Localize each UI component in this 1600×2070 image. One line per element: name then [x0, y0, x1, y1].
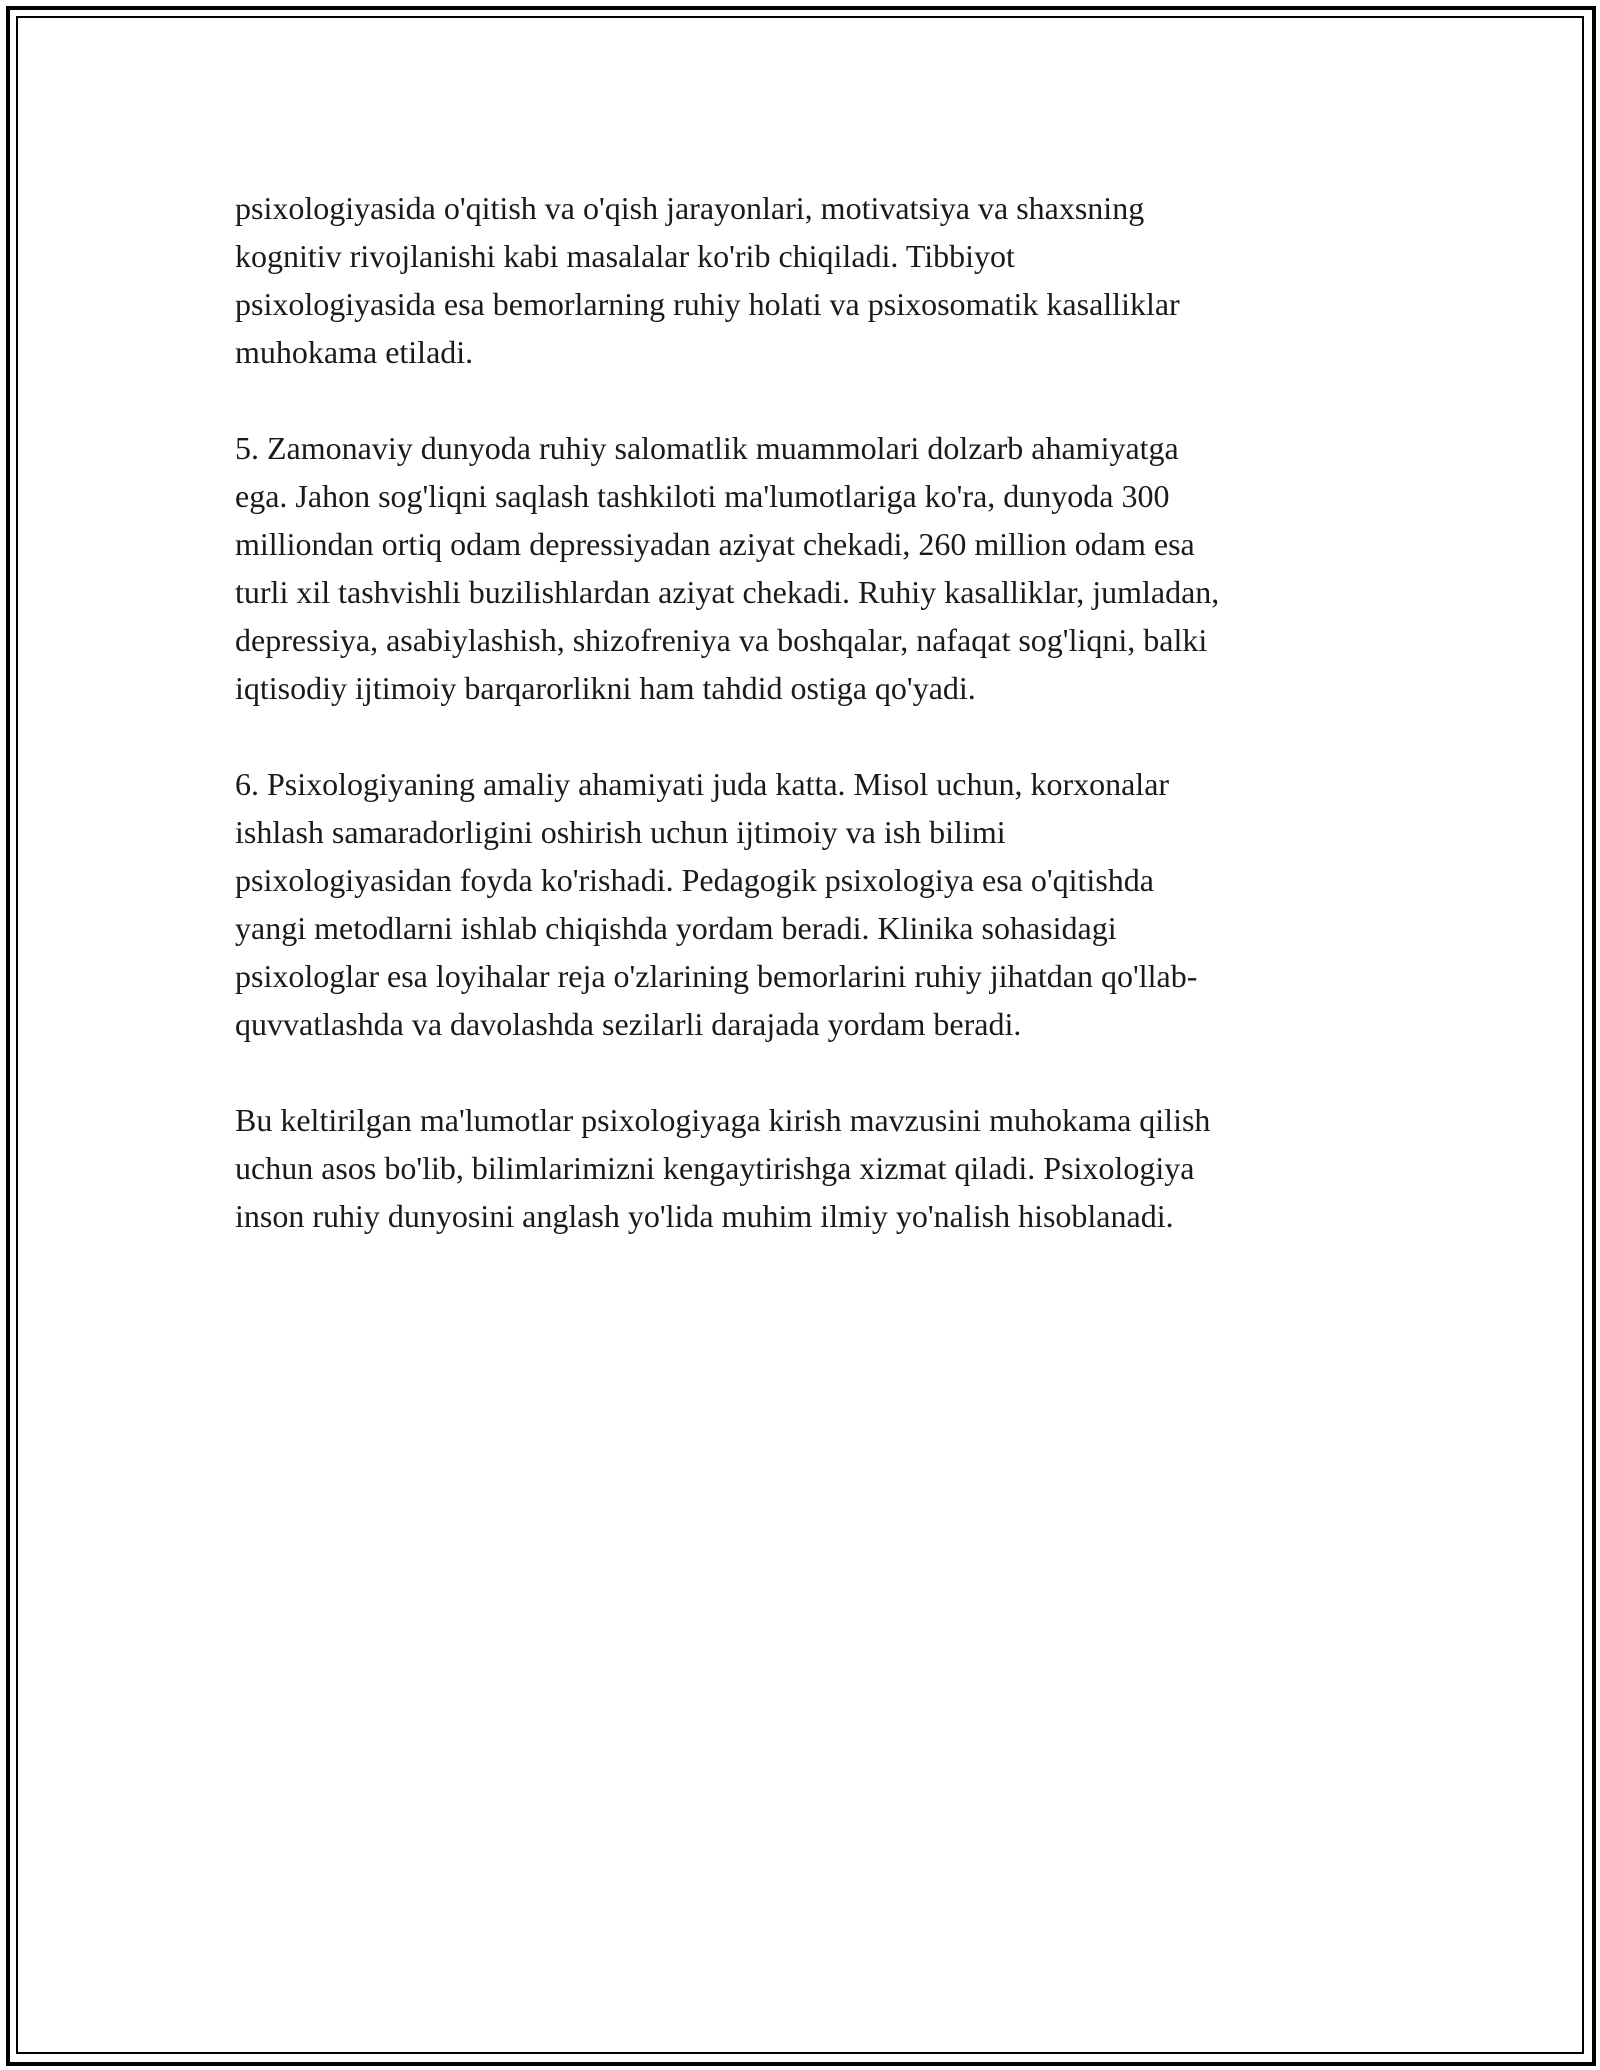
text-line: yangi metodlarni ishlab chiqishda yordam beradi. Klinika sohasidagi — [235, 910, 1117, 946]
paragraph-conclusion — [235, 1096, 1375, 1240]
text-line: psixologiyasida esa bemorlarning ruhiy holati va psixosomatik kasalliklar — [235, 286, 1180, 322]
document-body — [235, 184, 1375, 1288]
paragraph-intro-continuation — [235, 184, 1375, 376]
text-line: ega. Jahon sog'liqni saqlash tashkiloti ma'lumotlariga ko'ra, dunyoda 300 — [235, 478, 1170, 514]
paragraph-item-6 — [235, 760, 1375, 1048]
text-line: uchun asos bo'lib, bilimlarimizni kengaytirishga xizmat qiladi. Psixologiya — [235, 1150, 1195, 1186]
text-line: quvvatlashda va davolashda sezilarli darajada yordam beradi. — [235, 1006, 1022, 1042]
text-line: inson ruhiy dunyosini anglash yo'lida muhim ilmiy yo'nalish hisoblanadi. — [235, 1198, 1174, 1234]
text-line: psixologiyasidan foyda ko'rishadi. Pedagogik psixologiya esa o'qitishda — [235, 862, 1154, 898]
text-line: ishlash samaradorligini oshirish uchun ijtimoiy va ish bilimi — [235, 814, 1006, 850]
text-line: Bu keltirilgan ma'lumotlar psixologiyaga kirish mavzusini muhokama qilish — [235, 1102, 1211, 1138]
text-line: 5. Zamonaviy dunyoda ruhiy salomatlik muammolari dolzarb ahamiyatga — [235, 430, 1179, 466]
text-line: depressiya, asabiylashish, shizofreniya va boshqalar, nafaqat sog'liqni, balki — [235, 622, 1208, 658]
text-line: 6. Psixologiyaning amaliy ahamiyati juda katta. Misol uchun, korxonalar — [235, 766, 1170, 802]
paragraph-item-5 — [235, 424, 1375, 712]
text-line: turli xil tashvishli buzilishlardan aziyat chekadi. Ruhiy kasalliklar, jumladan, — [235, 574, 1220, 610]
text-line: psixologlar esa loyihalar reja o'zlarining bemorlarini ruhiy jihatdan qo'llab- — [235, 958, 1198, 994]
text-line: muhokama etiladi. — [235, 334, 474, 370]
text-line: psixologiyasida o'qitish va o'qish jarayonlari, motivatsiya va shaxsning — [235, 190, 1145, 226]
text-line: kognitiv rivojlanishi kabi masalalar ko'rib chiqiladi. Tibbiyot — [235, 238, 1015, 274]
text-line: milliondan ortiq odam depressiyadan aziyat chekadi, 260 million odam esa — [235, 526, 1195, 562]
text-line: iqtisodiy ijtimoiy barqarorlikni ham tahdid ostiga qo'yadi. — [235, 670, 976, 706]
